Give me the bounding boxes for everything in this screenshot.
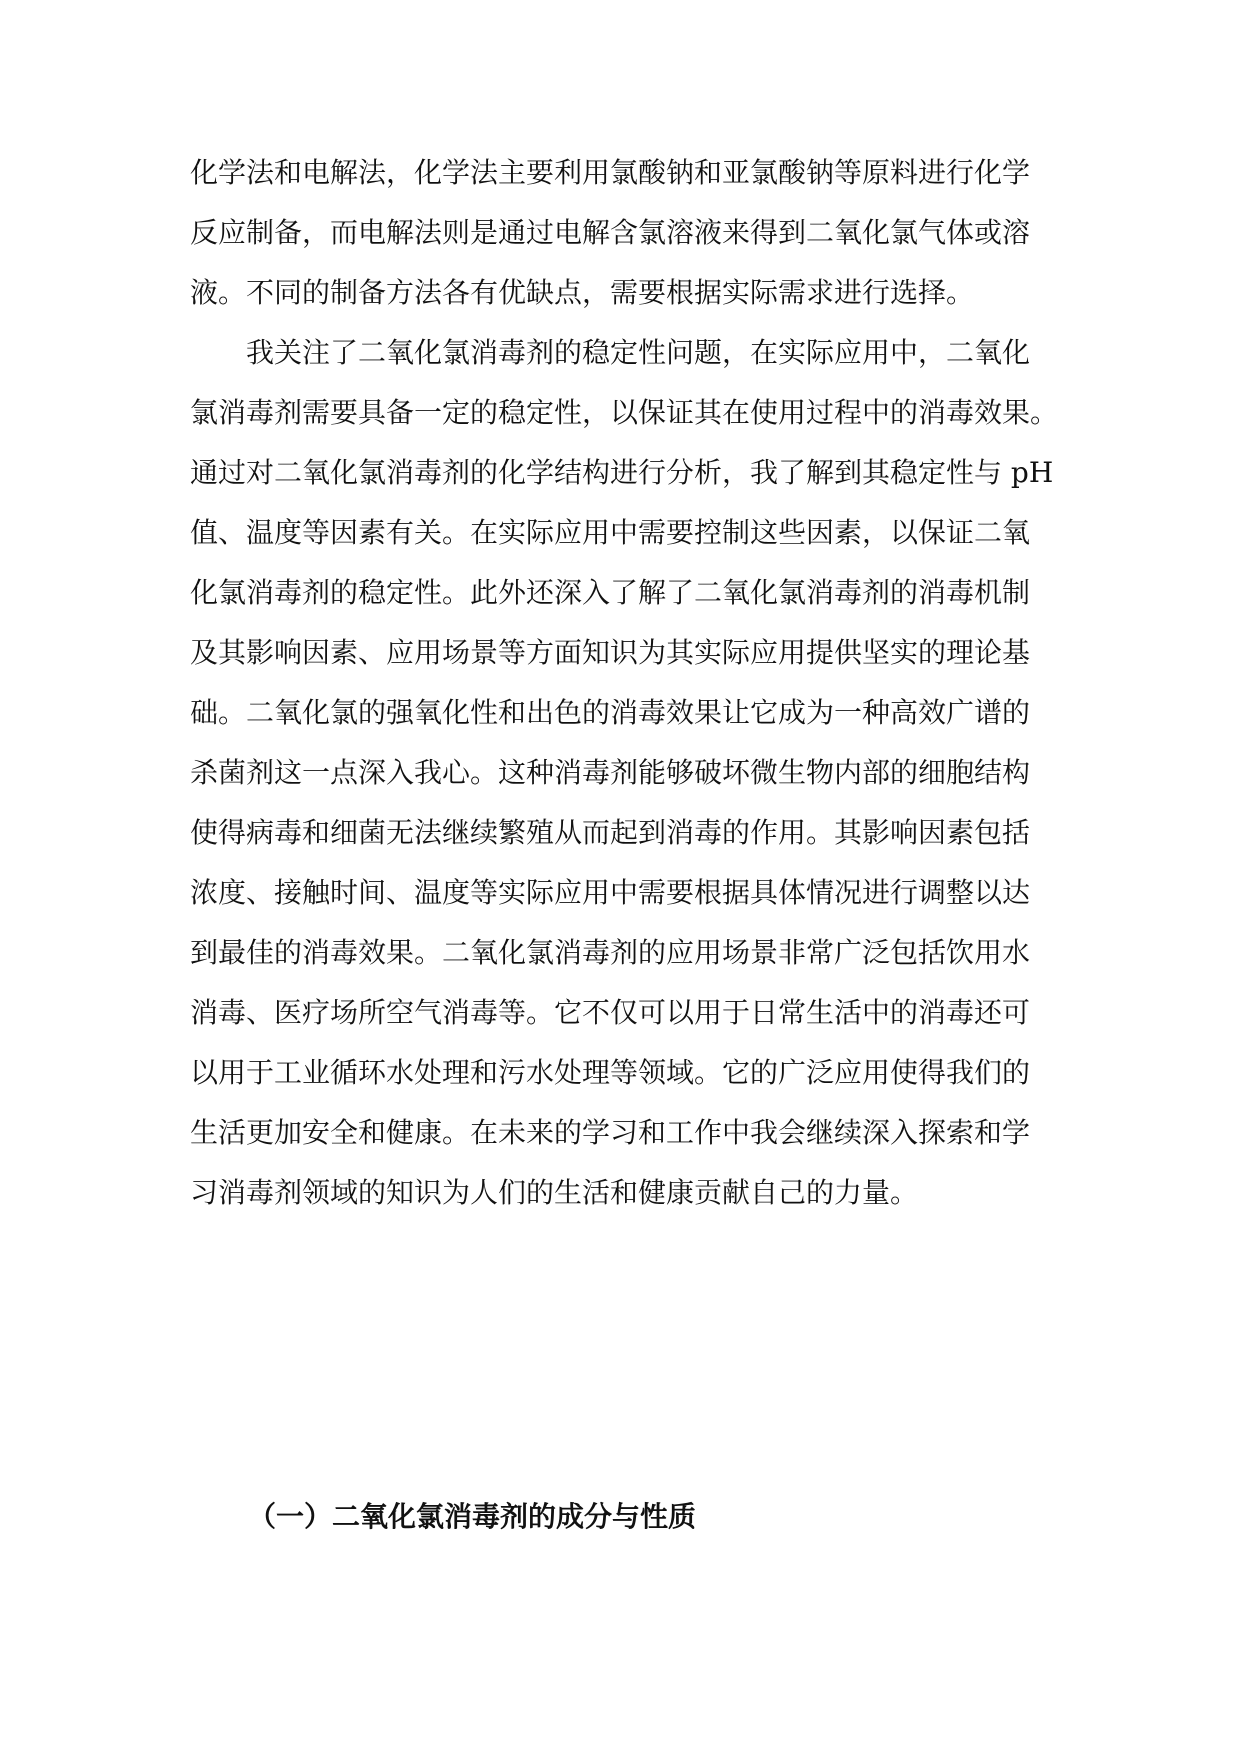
body-text [190, 148, 1058, 1228]
text-line: 及其影响因素、应用场景等方面知识为其实际应用提供坚实的理论基 [190, 636, 1031, 669]
text-line: 值、温度等因素有关。在实际应用中需要控制这些因素，以保证二氧 [190, 516, 1031, 549]
text-line: 杀菌剂这一点深入我心。这种消毒剂能够破坏微生物内部的细胞结构 [190, 756, 1031, 789]
text-line: 反应制备，而电解法则是通过电解含氯溶液来得到二氧化氯气体或溶 [190, 216, 1031, 249]
text-line: 我关注了二氧化氯消毒剂的稳定性问题，在实际应用中，二氧化 [246, 336, 1031, 369]
text-line: 础。二氧化氯的强氧化性和出色的消毒效果让它成为一种高效广谱的 [190, 696, 1031, 729]
text-line: 化氯消毒剂的稳定性。此外还深入了解了二氧化氯消毒剂的消毒机制 [190, 576, 1031, 609]
text-line: 到最佳的消毒效果。二氧化氯消毒剂的应用场景非常广泛包括饮用水 [190, 936, 1031, 969]
text-line: 以用于工业循环水处理和污水处理等领域。它的广泛应用使得我们的 [190, 1056, 1031, 1089]
text-line: 液。不同的制备方法各有优缺点，需要根据实际需求进行选择。 [190, 276, 975, 309]
text-line: 氯消毒剂需要具备一定的稳定性，以保证其在使用过程中的消毒效果。 [190, 396, 1059, 429]
text-line: 浓度、接触时间、温度等实际应用中需要根据具体情况进行调整以达 [190, 876, 1031, 909]
text-line: 生活更加安全和健康。在未来的学习和工作中我会继续深入探索和学 [190, 1116, 1031, 1149]
text-line: 消毒、医疗场所空气消毒等。它不仅可以用于日常生活中的消毒还可 [190, 996, 1031, 1029]
text-line: 化学法和电解法，化学法主要利用氯酸钠和亚氯酸钠等原料进行化学 [190, 156, 1031, 189]
section-heading: （一）二氧化氯消毒剂的成分与性质 [248, 1500, 697, 1533]
text-line: 通过对二氧化氯消毒剂的化学结构进行分析，我了解到其稳定性与 pH [190, 456, 1054, 489]
text-line: 习消毒剂领域的知识为人们的生活和健康贡献自己的力量。 [190, 1176, 919, 1209]
text-line: 使得病毒和细菌无法继续繁殖从而起到消毒的作用。其影响因素包括 [190, 816, 1031, 849]
